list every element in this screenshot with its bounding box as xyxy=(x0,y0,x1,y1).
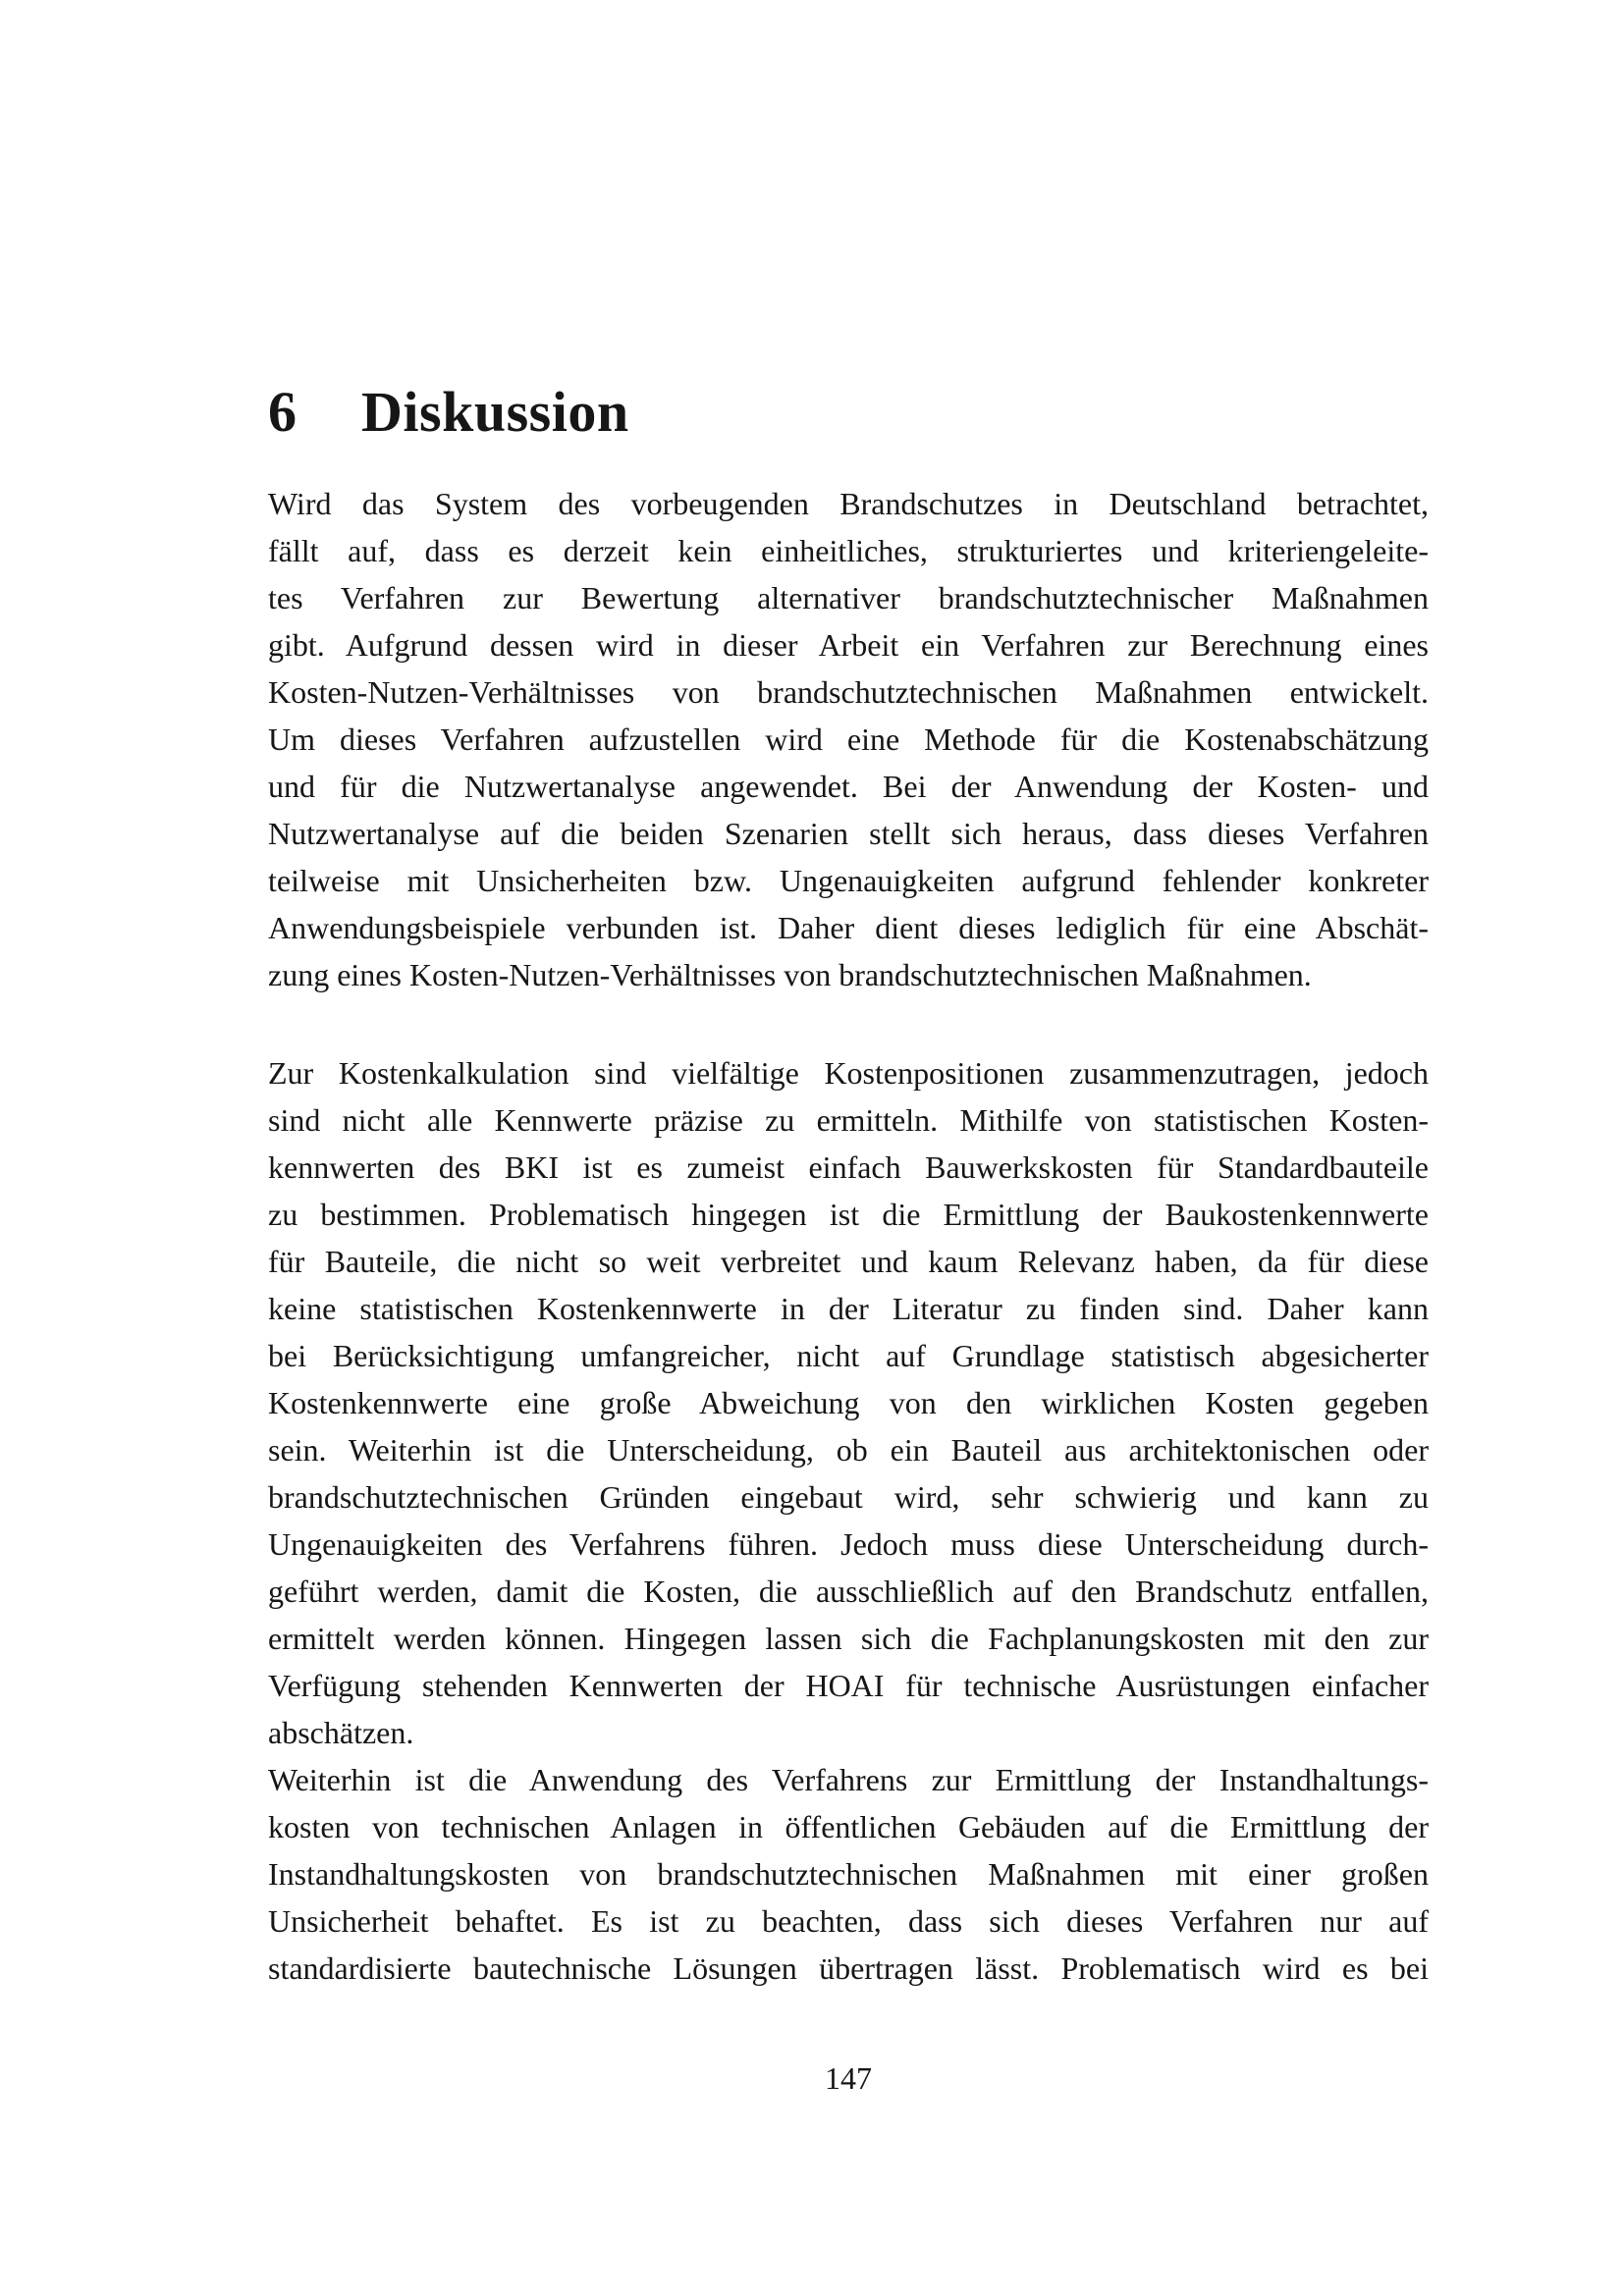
text-line: Verfügung stehenden Kennwerten der HOAI für technische Ausrüstungen einfacher xyxy=(268,1668,1429,1703)
text-line: Um dieses Verfahren aufzustellen wird eine Methode für die Kostenabschätzung xyxy=(268,721,1429,757)
paragraph-2 xyxy=(268,1049,1429,1756)
text-line: zu bestimmen. Problematisch hingegen ist die Ermittlung der Baukostenkennwerte xyxy=(268,1197,1429,1232)
text-line: kosten von technischen Anlagen in öffentlichen Gebäuden auf die Ermittlung der xyxy=(268,1809,1429,1844)
text-line: für Bauteile, die nicht so weit verbreitet und kaum Relevanz haben, da für diese xyxy=(268,1244,1429,1279)
section-heading xyxy=(268,380,629,444)
text-line: Unsicherheit behaftet. Es ist zu beachten, dass sich dieses Verfahren nur auf xyxy=(268,1903,1429,1939)
text-line: sein. Weiterhin ist die Unterscheidung, ob ein Bauteil aus architektonischen oder xyxy=(268,1432,1429,1468)
text-line: fällt auf, dass es derzeit kein einheitliches, strukturiertes und kriteriengeleite- xyxy=(268,533,1429,568)
text-line: bei Berücksichtigung umfangreicher, nicht auf Grundlage statistisch abgesicherter xyxy=(268,1338,1429,1373)
text-line: geführt werden, damit die Kosten, die ausschließlich auf den Brandschutz entfallen, xyxy=(268,1574,1429,1609)
section-number: 6 xyxy=(268,380,298,444)
paragraph-1 xyxy=(268,480,1429,998)
text-line: abschätzen. xyxy=(268,1715,414,1750)
text-line: kennwerten des BKI ist es zumeist einfach Bauwerkskosten für Standardbauteile xyxy=(268,1149,1429,1185)
text-line: Zur Kostenkalkulation sind vielfältige Kostenpositionen zusammenzutragen, jedoch xyxy=(268,1055,1429,1091)
paragraph-3 xyxy=(268,1756,1429,1992)
text-line: Weiterhin ist die Anwendung des Verfahrens zur Ermittlung der Instandhaltungs- xyxy=(268,1762,1429,1797)
text-line: sind nicht alle Kennwerte präzise zu ermitteln. Mithilfe von statistischen Kosten- xyxy=(268,1102,1429,1138)
text-line: Anwendungsbeispiele verbunden ist. Daher dient dieses lediglich für eine Abschät- xyxy=(268,910,1429,945)
text-line: keine statistischen Kostenkennwerte in der Literatur zu finden sind. Daher kann xyxy=(268,1291,1429,1326)
text-line: Kosten-Nutzen-Verhältnisses von brandschutztechnischen Maßnahmen entwickelt. xyxy=(268,674,1429,710)
text-line: Nutzwertanalyse auf die beiden Szenarien stellt sich heraus, dass dieses Verfahren xyxy=(268,816,1429,851)
text-line: Wird das System des vorbeugenden Brandschutzes in Deutschland betrachtet, xyxy=(268,486,1429,521)
text-line: tes Verfahren zur Bewertung alternativer brandschutztechnischer Maßnahmen xyxy=(268,580,1429,615)
text-line: Kostenkennwerte eine große Abweichung von den wirklichen Kosten gegeben xyxy=(268,1385,1429,1420)
section-title: Diskussion xyxy=(361,380,629,444)
text-line: zung eines Kosten-Nutzen-Verhältnisses von brandschutztechnischen Maßnahmen. xyxy=(268,957,1312,992)
text-line: ermittelt werden können. Hingegen lassen sich die Fachplanungskosten mit den zur xyxy=(268,1621,1429,1656)
text-line: teilweise mit Unsicherheiten bzw. Ungenauigkeiten aufgrund fehlender konkreter xyxy=(268,863,1429,898)
text-line: standardisierte bautechnische Lösungen übertragen lässt. Problematisch wird es bei xyxy=(268,1950,1429,1986)
page-number: 147 xyxy=(825,2060,872,2096)
text-line: Ungenauigkeiten des Verfahrens führen. Jedoch muss diese Unterscheidung durch- xyxy=(268,1526,1429,1562)
text-line: gibt. Aufgrund dessen wird in dieser Arbeit ein Verfahren zur Berechnung eines xyxy=(268,627,1429,663)
text-line: Instandhaltungskosten von brandschutztechnischen Maßnahmen mit einer großen xyxy=(268,1856,1429,1892)
text-line: brandschutztechnischen Gründen eingebaut wird, sehr schwierig und kann zu xyxy=(268,1479,1429,1515)
text-line: und für die Nutzwertanalyse angewendet. Bei der Anwendung der Kosten- und xyxy=(268,769,1429,804)
